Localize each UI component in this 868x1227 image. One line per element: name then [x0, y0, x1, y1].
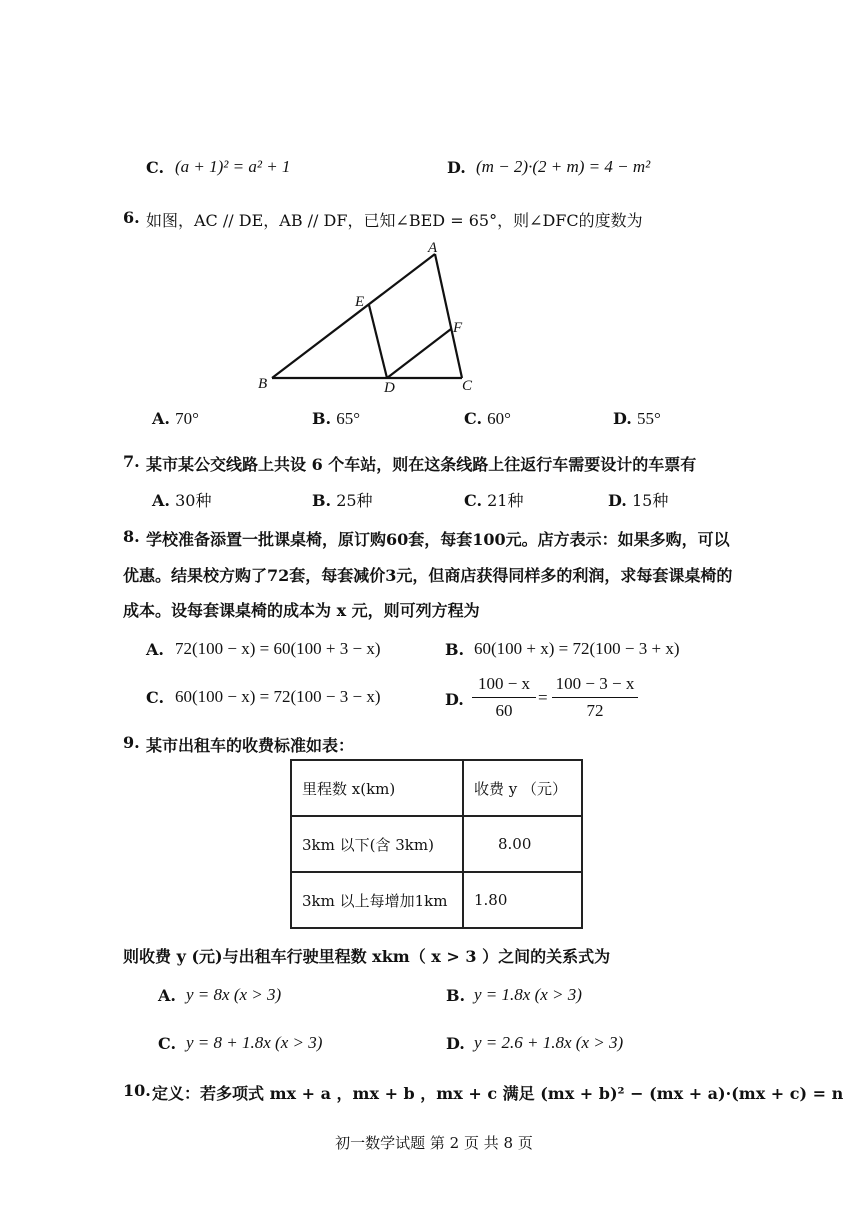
q8-text-line3: 成本。设每套课桌椅的成本为 x 元，则可列方程为	[123, 601, 480, 620]
q8-option-d-fraction-right: 100 − 3 − x 72	[552, 674, 638, 721]
q8-option-a-label: A.	[146, 640, 164, 659]
q6-option-c: C. 60°	[464, 409, 511, 428]
q8-option-b-expr: 60(100 + x) = 72(100 − 3 + x)	[474, 639, 680, 658]
q6-option-a: A. 70°	[152, 409, 199, 428]
table-row	[291, 872, 582, 928]
q6-option-d: D. 55°	[613, 409, 661, 428]
q5-option-c-label: C.	[146, 158, 165, 177]
table-row	[291, 816, 582, 872]
table-cell: 3km 以上每增加1km	[291, 872, 463, 928]
q8-option-c-expr: 60(100 − x) = 72(100 − 3 − x)	[175, 687, 381, 706]
q5-option-c-expr: (a + 1)² = a² + 1	[175, 157, 291, 176]
q7-text: 某市某公交线路上共设 6 个车站，则在这条线路上往返行车需要设计的车票有	[146, 455, 697, 474]
segment-df	[387, 329, 451, 378]
q10-number: 10.	[123, 1081, 151, 1100]
point-f-label: F	[453, 320, 463, 336]
q8-option-d-fraction-left: 100 − x 60	[472, 674, 536, 721]
segment-ed	[369, 305, 387, 378]
point-b-label: B	[258, 376, 268, 392]
table-header-distance: 里程数 x(km)	[291, 760, 463, 816]
q9-option-a-label: A.	[158, 986, 176, 1005]
q7-number: 7.	[123, 452, 140, 471]
q8-text-line2: 优惠。结果校方购了72套，每套减价3元，但商店获得同样多的利润，求每套课桌椅的	[123, 566, 733, 585]
q5-option-d-expr: (m − 2)·(2 + m) = 4 − m²	[476, 157, 651, 176]
q9-option-c-expr: y = 8 + 1.8x (x > 3)	[186, 1033, 323, 1052]
q6-text: 如图，AC // DE，AB // DF，已知∠BED = 65°，则∠DFC的度数为	[146, 211, 643, 230]
q5-option-d-label: D.	[447, 158, 466, 177]
q8-option-b-label: B.	[445, 640, 465, 659]
q6-option-b: B. 65°	[312, 409, 360, 428]
point-d-label: D	[384, 380, 395, 396]
q6-number: 6.	[123, 208, 140, 227]
q9-text: 某市出租车的收费标准如表：	[146, 736, 355, 755]
q8-number: 8.	[123, 527, 140, 546]
q6-geometry-figure	[250, 240, 490, 400]
q7-option-d: D. 15种	[608, 491, 669, 510]
q7-option-a: A. 30种	[152, 491, 212, 510]
segment-ac	[435, 254, 462, 378]
point-a-label: A	[428, 240, 438, 256]
fare-table	[290, 759, 583, 929]
table-cell: 3km 以下(含 3km)	[291, 816, 463, 872]
q10-text: 定义：若多项式 mx + a ，mx + b ，mx + c 满足 (mx + b)² − (mx + a)·(mx + c) = n	[152, 1084, 844, 1103]
q9-number: 9.	[123, 733, 140, 752]
q8-option-d-equals: =	[538, 688, 548, 707]
q9-after-text: 则收费 y (元)与出租车行驶里程数 xkm（ x > 3 ）之间的关系式为	[123, 947, 611, 966]
q9-option-d-expr: y = 2.6 + 1.8x (x > 3)	[474, 1033, 624, 1052]
point-c-label: C	[462, 378, 473, 394]
q9-option-b-label: B.	[446, 986, 466, 1005]
point-e-label: E	[355, 294, 365, 310]
table-cell: 8.00	[463, 816, 582, 872]
q8-option-d-label: D.	[445, 690, 464, 709]
q8-text-line1: 学校准备添置一批课桌椅，原订购60套，每套100元。店方表示：如果多购，可以	[146, 530, 730, 549]
q8-option-c-label: C.	[146, 688, 165, 707]
page-footer: 初一数学试题 第 2 页 共 8 页	[335, 1134, 533, 1152]
q9-option-a-expr: y = 8x (x > 3)	[186, 985, 282, 1004]
q9-option-d-label: D.	[446, 1034, 465, 1053]
q8-option-a-expr: 72(100 − x) = 60(100 + 3 − x)	[175, 639, 381, 658]
table-cell: 1.80	[463, 872, 582, 928]
q7-option-b: B. 25种	[312, 491, 373, 510]
q9-option-b-expr: y = 1.8x (x > 3)	[474, 985, 582, 1004]
table-header-fee: 收费 y （元）	[463, 760, 582, 816]
q9-option-c-label: C.	[158, 1034, 177, 1053]
table-header-row	[291, 760, 582, 816]
q7-option-c: C. 21种	[464, 491, 524, 510]
